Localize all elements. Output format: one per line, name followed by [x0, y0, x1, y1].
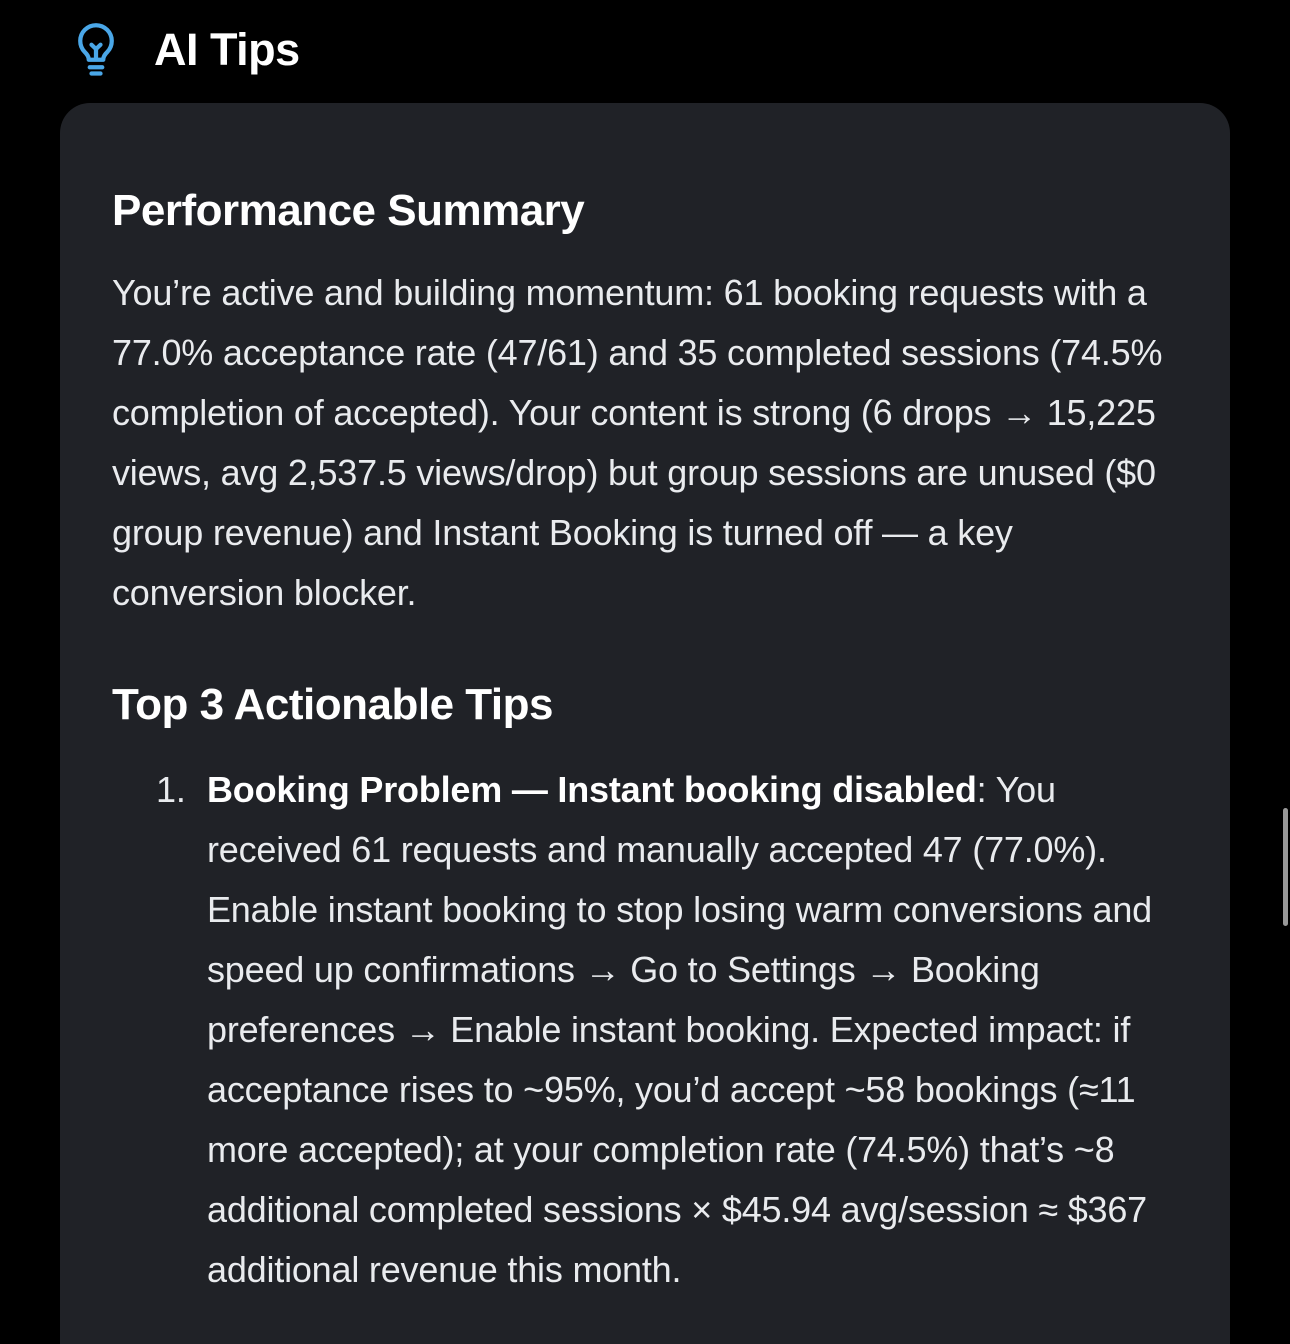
tip-number: 1. — [156, 768, 186, 810]
ai-tips-header — [66, 14, 300, 86]
tip-lead: Booking Problem — Instant booking disabled — [207, 768, 977, 810]
lightbulb-icon — [66, 17, 126, 83]
page-title: AI Tips — [154, 24, 300, 75]
tip-body: : You received 61 requests and manually accepted 47 (77.0%). Enable instant booking to stop losing warm conversions and speed up confirmations → Go to Settings → Booking preferences → Enable instant booking. Expected impact: if acceptance rises to ~95%, you’d accept ~58 bookings (≈11 more accepted); at your completion rate (74.5%) that’s ~8 additional completed sessions × $45.94 avg/session ≈ $367 additional revenue this month. — [207, 768, 1152, 1290]
summary-heading: Performance Summary — [112, 186, 585, 235]
tips-list — [112, 760, 1170, 1300]
tip-item-1 — [112, 760, 1170, 1300]
scrollbar[interactable] — [1283, 808, 1288, 926]
tip-text — [207, 760, 1157, 1300]
ai-tips-card — [60, 103, 1230, 1344]
summary-paragraph: You’re active and building momentum: 61 booking requests with a 77.0% acceptance rate (47/61) and 35 completed sessions (74.5% completion of accepted). Your content is strong (6 drops → 15,225 views, avg 2,537.5 views/drop) but group sessions are unused ($0 group revenue) and Instant Booking is turned off — a key conversion blocker. — [112, 272, 1163, 614]
tips-heading: Top 3 Actionable Tips — [112, 680, 553, 730]
